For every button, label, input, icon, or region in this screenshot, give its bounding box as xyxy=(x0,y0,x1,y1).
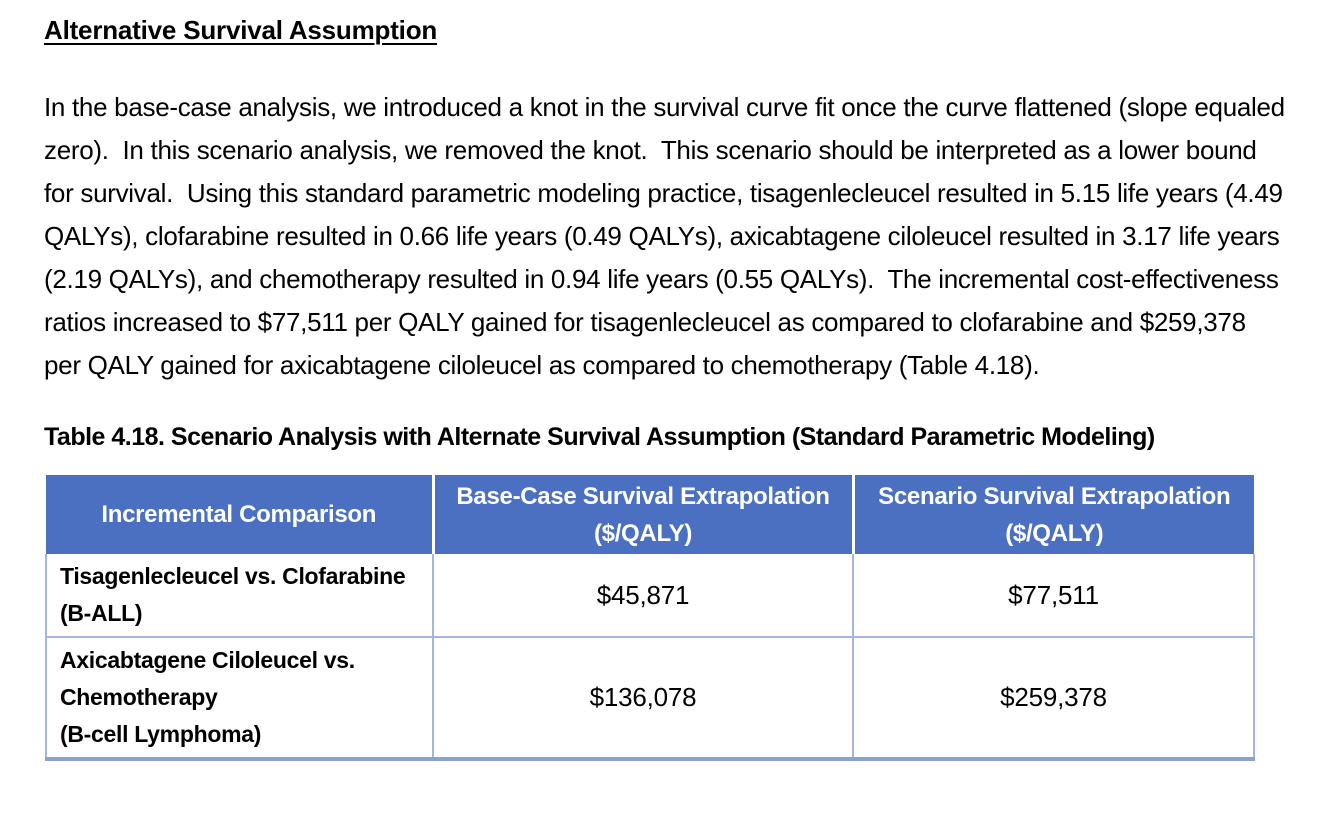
table-row-axicabtagene xyxy=(46,637,1254,759)
table-body xyxy=(46,554,1254,759)
comparison-line: Chemotherapy xyxy=(60,684,218,710)
column-header-label: Incremental Comparison xyxy=(101,501,377,528)
comparison-cell xyxy=(46,554,433,637)
column-header-label: Scenario Survival Extrapolation xyxy=(878,482,1231,510)
comparison-line: Tisagenlecleucel vs. Clofarabine xyxy=(60,563,406,589)
base-case-value-cell: $136,078 xyxy=(433,637,853,759)
comparison-line: (B-cell Lymphoma) xyxy=(60,721,262,747)
scenario-value-cell: $77,511 xyxy=(853,554,1254,637)
table-header-row xyxy=(46,475,1254,554)
table-header xyxy=(46,475,1254,554)
scenario-value-cell: $259,378 xyxy=(853,637,1254,759)
column-header-label: Base-Case Survival Extrapolation xyxy=(456,482,830,510)
column-header-base-case-extrapolation xyxy=(433,475,853,554)
scenario-analysis-table xyxy=(45,475,1255,761)
section-heading: Alternative Survival Assumption xyxy=(44,15,438,45)
column-header-incremental-comparison xyxy=(46,475,433,554)
table-caption: Table 4.18. Scenario Analysis with Alternate Survival Assumption (Standard Parametric Modeling) xyxy=(44,423,1155,451)
comparison-line: Axicabtagene Ciloleucel vs. xyxy=(60,647,355,673)
comparison-cell xyxy=(46,637,433,759)
base-case-value-cell: $45,871 xyxy=(433,554,853,637)
table-row-tisagenlecleucel xyxy=(46,554,1254,637)
column-header-unit: ($/QALY) xyxy=(593,519,693,547)
body-paragraph: In the base-case analysis, we introduced a knot in the survival curve fit once the curve flattened (slope equaled zero). In this scenario analysis, we removed the knot. This scenario should be interpreted as a lower bound for survival. Using this standard parametric modeling practice, tisagenlecleucel resulted in 5.15 life years (4.49 QALYs), clofarabine resulted in 0.66 life years (0.49 QALYs), axicabtagene ciloleucel resulted in 3.17 life years (2.19 QALYs), and chemotherapy resulted in 0.94 life years (0.55 QALYs). The incremental cost-effectiveness ratios increased to $77,511 per QALY gained for tisagenlecleucel as compared to clofarabine and $259,378 per QALY gained for axicabtagene ciloleucel as compared to chemotherapy (Table 4.18). xyxy=(44,92,1292,380)
column-header-scenario-extrapolation xyxy=(853,475,1254,554)
column-header-unit: ($/QALY) xyxy=(1005,519,1104,547)
comparison-line: (B-ALL) xyxy=(60,600,143,626)
